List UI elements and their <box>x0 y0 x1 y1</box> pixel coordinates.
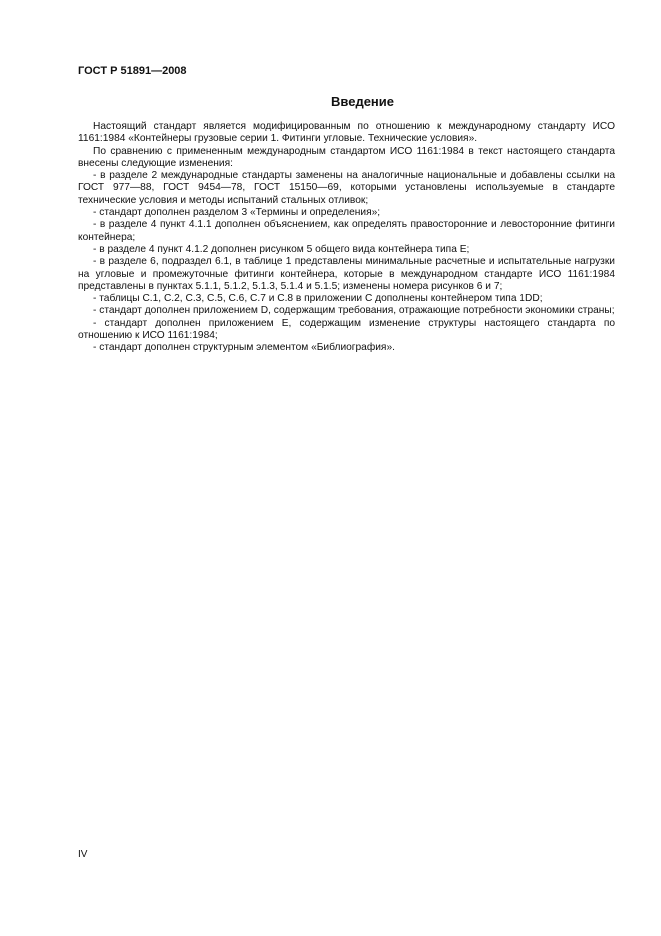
list-item: - таблицы С.1, С.2, С.3, С.5, С.6, С.7 и С.8 в приложении С дополнены контейнером типа 1DD; <box>93 293 543 305</box>
list-item: - стандарт дополнен приложением Е, содержащим изменение структуры настоящего стандарта по отношению к ИСО 1161:1984; <box>78 317 615 342</box>
list-item: - в разделе 4 пункт 4.1.2 дополнен рисунком 5 общего вида контейнера типа Е; <box>93 243 470 255</box>
page-number: IV <box>78 849 88 860</box>
list-item: - стандарт дополнен структурным элементом «Библиография». <box>93 342 395 354</box>
paragraph: Настоящий стандарт является модифицированным по отношению к международному стандарту ИСО 1161:1984 «Контейнеры грузовые серии 1. Фитинги угловые. Технические условия». <box>78 121 615 145</box>
list-item: - стандарт дополнен разделом 3 «Термины и определения»; <box>93 207 381 219</box>
section-title <box>78 94 615 109</box>
paragraph: По сравнению с примененным международным стандартом ИСО 1161:1984 в текст настоящего стандарта внесены следующие изменения: <box>78 145 615 169</box>
section-title-text: Введение <box>331 94 394 109</box>
list-item: - в разделе 4 пункт 4.1.1 дополнен объяснением, как определять правосторонние и левосторонние фитинги контейнера; <box>78 219 615 243</box>
document-header: ГОСТ Р 51891—2008 <box>78 65 187 77</box>
document-body <box>78 121 615 355</box>
list-item: - стандарт дополнен приложением D, содержащим требования, отражающие потребности экономики страны; <box>93 305 615 317</box>
list-item: - в разделе 6, подраздел 6.1, в таблице 1 представлены минимальные расчетные и испытательные нагрузки на угловые и промежуточные фитинги контейнера, которые в международном стандарте ИСО 1161:1984 представлены в пунктах 5.1.1, 5.1.2, 5.1.3, 5.1.4 и 5.1.5; изменены номера рисунков 6 и 7; <box>78 256 615 292</box>
list-item: - в разделе 2 международные стандарты заменены на аналогичные национальные и добавлены ссылки на ГОСТ 977—88, ГОСТ 9454—78, ГОСТ 15150—69, которыми установлены используемые в стандарте технические условия и методы испытаний стальных отливок; <box>78 170 615 206</box>
